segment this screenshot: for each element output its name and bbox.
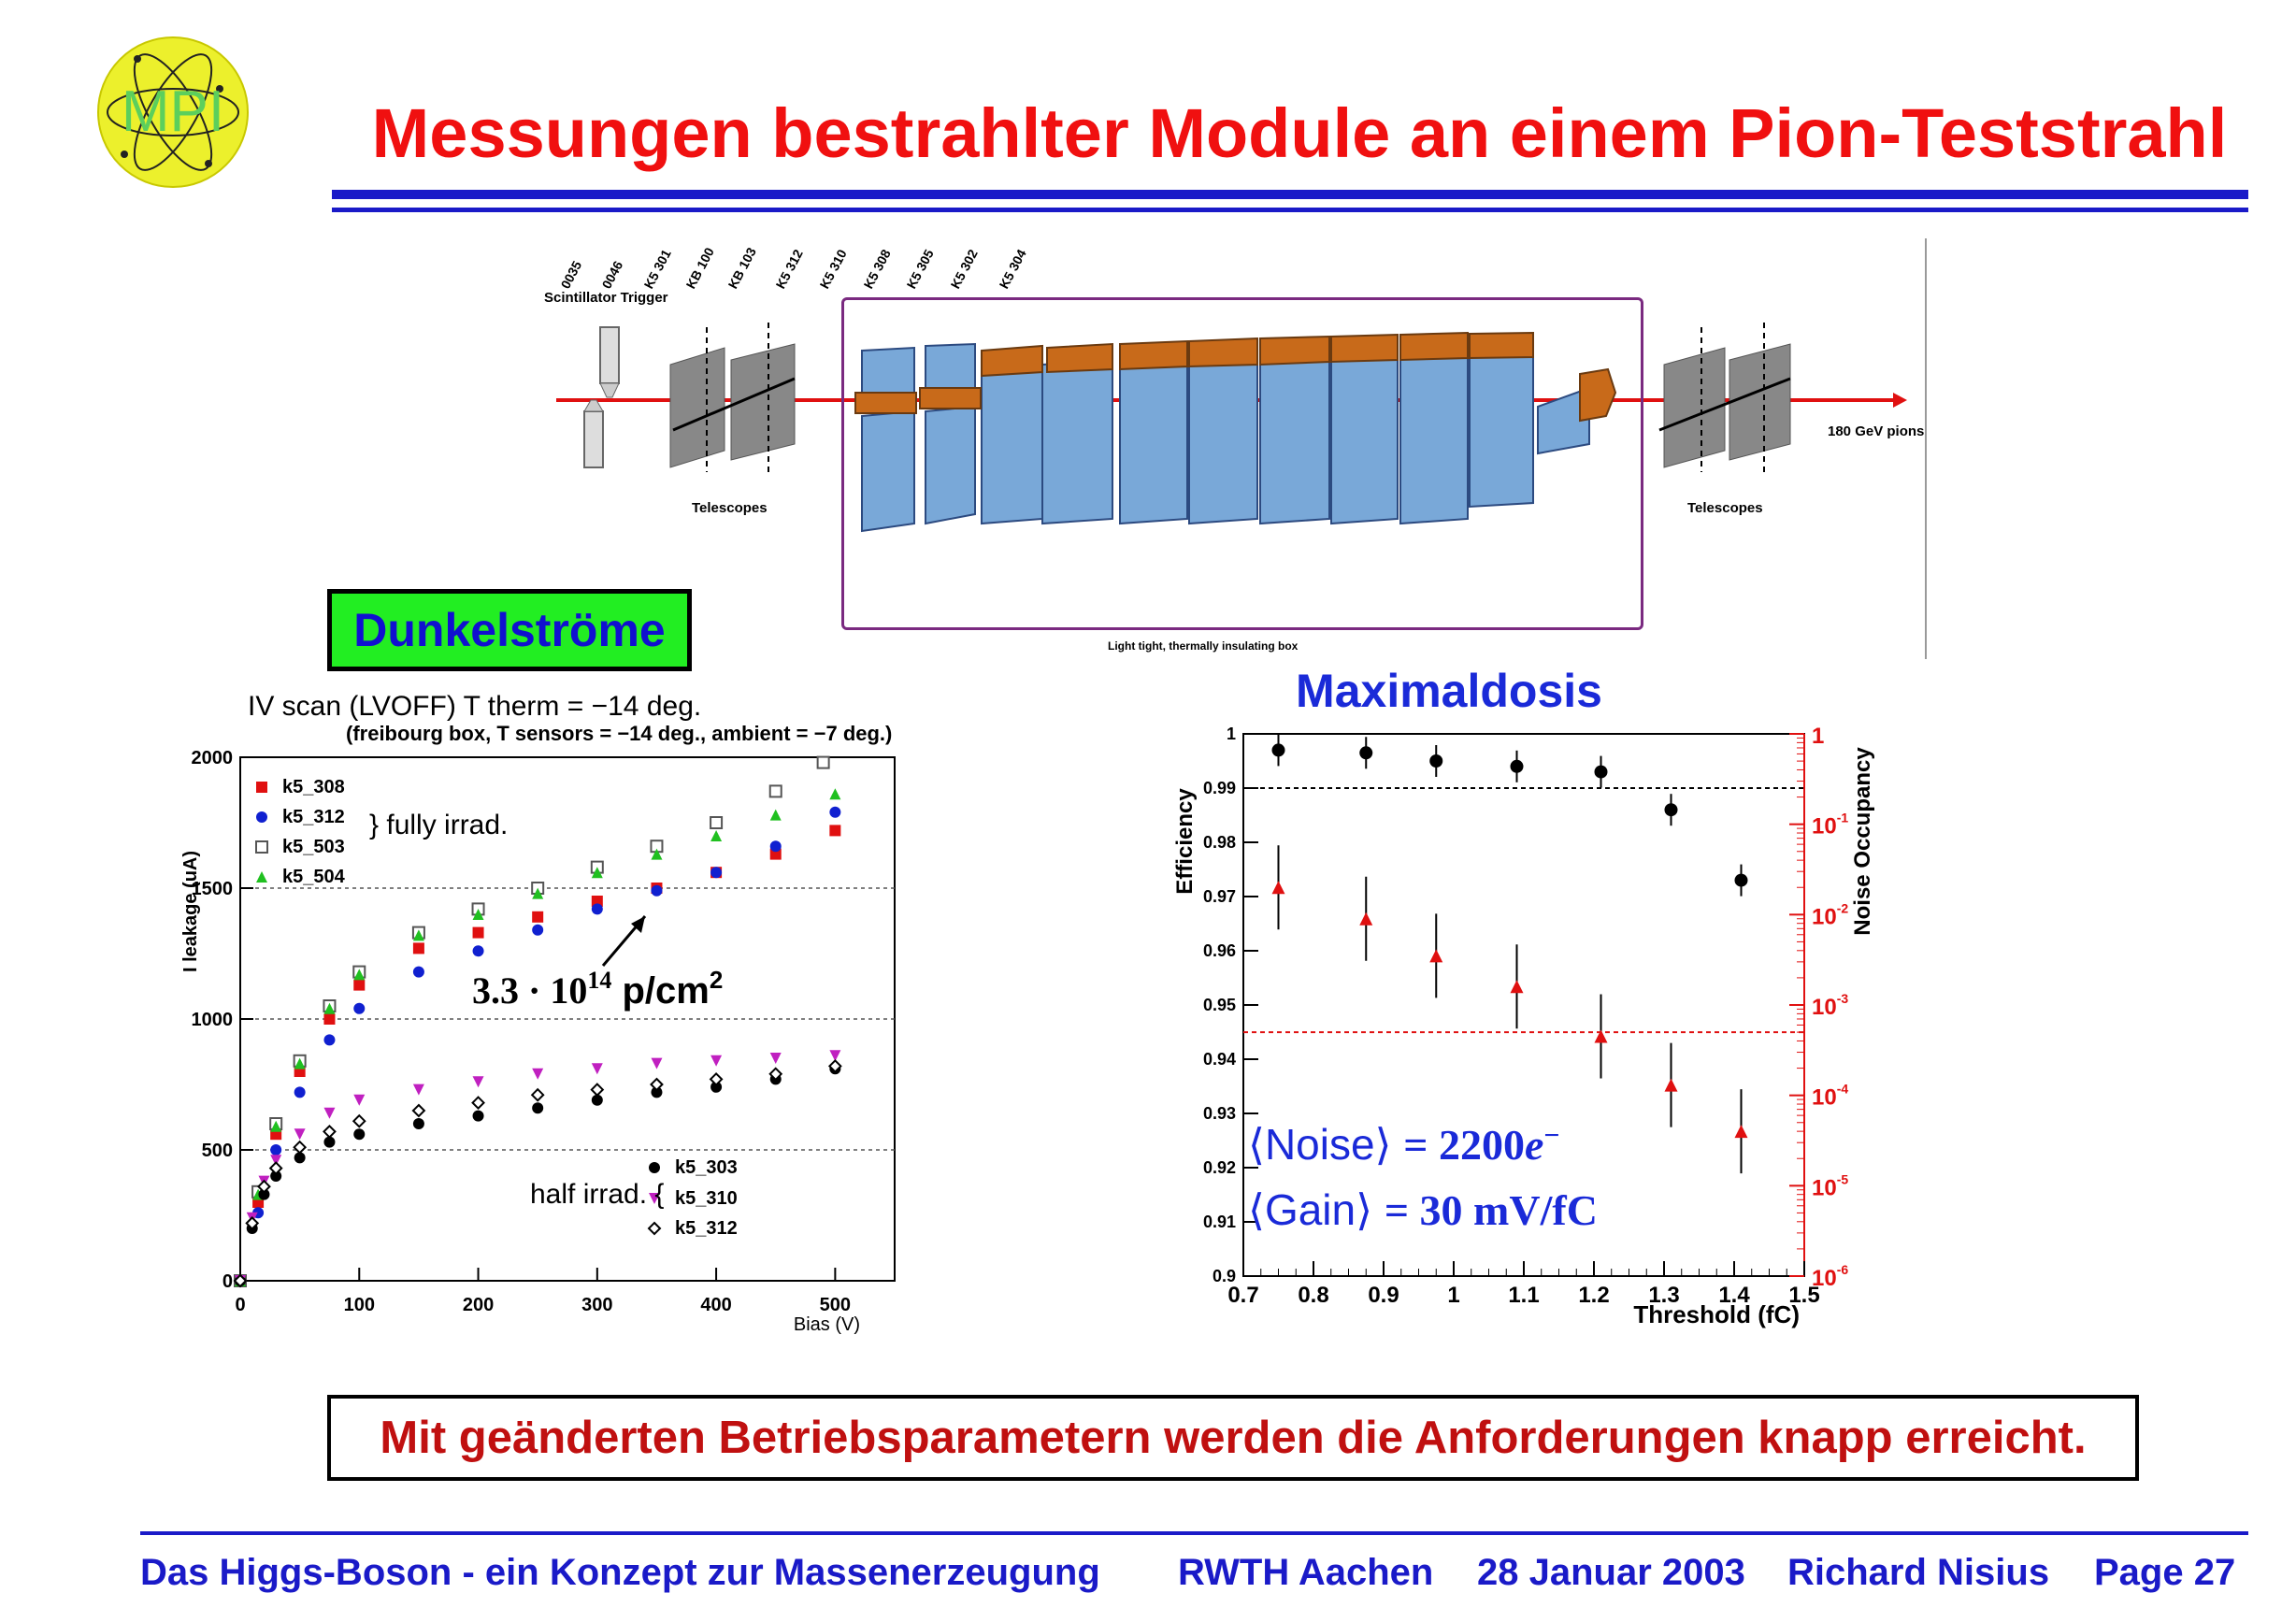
efficiency-data-point: [1665, 803, 1678, 816]
iv-data-point: [651, 885, 662, 897]
module-label: K5 310: [816, 247, 850, 292]
efficiency-tick-label: 0.9: [1212, 1267, 1236, 1285]
iv-legend-marker: [649, 1162, 660, 1173]
logo-text: MPI: [121, 79, 225, 144]
iv-data-point: [353, 1003, 365, 1014]
iv-data-point: [413, 1084, 424, 1096]
module-label: K5 305: [903, 247, 937, 292]
telescopes-right-label: Telescopes: [1687, 500, 1763, 516]
module-label: K5 301: [640, 247, 674, 292]
iv-data-point: [710, 867, 722, 878]
iv-data-point: [710, 1055, 722, 1067]
module-label: K5 304: [996, 247, 1029, 292]
iv-data-point: [532, 925, 543, 936]
threshold-scan-chart: [1159, 720, 1907, 1337]
iv-data-point: [818, 757, 829, 768]
noise-annotation: ⟨Noise⟩ = 2200e−: [1248, 1120, 1560, 1169]
footer-rule: [140, 1531, 2248, 1535]
noise-data-point: [1511, 980, 1524, 993]
efficiency-axis-label: Efficiency: [1172, 788, 1198, 895]
efficiency-data-point: [1511, 760, 1524, 773]
efficiency-tick-label: 0.91: [1202, 1213, 1236, 1231]
iv-data-point: [294, 1141, 306, 1153]
iv-data-point: [592, 903, 603, 914]
threshold-x-tick-label: 1.1: [1508, 1283, 1540, 1308]
efficiency-tick-label: 0.94: [1202, 1050, 1236, 1069]
threshold-x-tick-label: 1.2: [1578, 1283, 1610, 1308]
iv-y-tick-label: 2000: [191, 748, 233, 768]
threshold-x-tick-label: 0.8: [1298, 1283, 1329, 1308]
iv-data-point: [413, 1105, 424, 1116]
iv-legend-label: k5_503: [282, 837, 345, 857]
iv-data-point: [353, 1115, 365, 1127]
threshold-x-tick-label: 1.3: [1648, 1283, 1680, 1308]
iv-data-point: [592, 1063, 603, 1074]
iv-data-point: [770, 840, 782, 852]
iv-data-point: [473, 945, 484, 956]
noise-data-point: [1272, 881, 1285, 894]
iv-legend-marker: [256, 871, 267, 883]
footer-author: Richard Nisius: [1787, 1552, 2050, 1593]
iv-data-point: [413, 1118, 424, 1129]
iv-legend-label: k5_312: [282, 807, 345, 827]
module-label: 0046: [598, 258, 626, 292]
footer-date: 28 Januar 2003: [1477, 1552, 1745, 1593]
iv-data-point: [413, 942, 424, 954]
maximaldosis-label: Maximaldosis: [1296, 665, 1602, 717]
scintillator-label: Scintillator Trigger: [544, 290, 668, 306]
iv-data-point: [532, 1069, 543, 1080]
noise-occupancy-tick-label: $10^{-3}$: [1812, 991, 1849, 1020]
efficiency-tick-label: 0.98: [1202, 833, 1236, 852]
threshold-x-tick-label: 1.5: [1788, 1283, 1820, 1308]
iv-data-point: [413, 967, 424, 978]
iv-data-point: [473, 1111, 484, 1122]
dunkelstroeme-label: Dunkelströme: [327, 589, 692, 671]
efficiency-tick-label: 0.99: [1202, 779, 1236, 797]
iv-x-tick-label: 200: [462, 1295, 495, 1315]
telescopes-left-label: Telescopes: [692, 500, 768, 516]
iv-y-tick-label: 1500: [191, 879, 233, 899]
iv-x-tick-label: 500: [819, 1295, 852, 1315]
iv-chart-subtitle: (freibourg box, T sensors = −14 deg., ambient = −7 deg.): [346, 722, 893, 745]
efficiency-tick-label: 1: [1226, 725, 1236, 743]
noise-occupancy-tick-label: 1: [1812, 724, 1825, 749]
title-rule-thick: [332, 190, 2248, 199]
footer-talk-title: Das Higgs-Boson - ein Konzept zur Massenerzeugung: [140, 1552, 1100, 1593]
efficiency-data-point: [1595, 766, 1608, 779]
iv-x-axis-label: Bias (V): [793, 1314, 860, 1335]
module-label: K5 312: [772, 247, 806, 292]
noise-occupancy-tick-label: $10^{-1}$: [1812, 810, 1849, 840]
iv-legend-label: k5_303: [675, 1157, 738, 1178]
iv-y-tick-label: 1000: [191, 1010, 233, 1030]
efficiency-tick-label: 0.93: [1202, 1104, 1236, 1123]
iv-data-point: [323, 1013, 335, 1025]
iv-data-point: [473, 1098, 484, 1109]
noise-data-point: [1359, 912, 1372, 926]
iv-data-point: [294, 1128, 306, 1140]
iv-data-point: [473, 927, 484, 939]
iv-y-axis-label: I leakage (uA): [180, 850, 201, 973]
iv-data-point: [323, 1034, 335, 1045]
threshold-x-tick-label: 0.7: [1227, 1283, 1259, 1308]
slide-title: Messungen bestrahlter Module an einem Pion-Teststrahl: [371, 94, 2228, 172]
iv-data-point: [532, 911, 543, 923]
title-rule-thin: [332, 208, 2248, 212]
efficiency-data-point: [1359, 746, 1372, 759]
iv-legend-label: k5_308: [282, 777, 345, 797]
noise-occupancy-tick-label: $10^{-6}$: [1812, 1262, 1849, 1291]
module-label: 0035: [557, 258, 585, 292]
noise-occupancy-axis-label: Noise Occupancy: [1850, 747, 1875, 936]
iv-data-point: [353, 1128, 365, 1140]
iv-annotation-fluence: $3.3 \cdot 10^{14}$ $p/cm^2$: [472, 966, 724, 1012]
threshold-x-tick-label: 1.4: [1718, 1283, 1750, 1308]
efficiency-data-point: [1735, 874, 1748, 887]
noise-occupancy-tick-label: $10^{-5}$: [1812, 1171, 1849, 1201]
iv-chart-title: IV scan (LVOFF) T therm = −14 deg.: [248, 691, 702, 722]
iv-legend-marker: [256, 782, 267, 793]
footer-institute: RWTH Aachen: [1178, 1552, 1434, 1593]
iv-data-point: [829, 788, 840, 799]
iv-annotation-fully: } fully irrad.: [369, 810, 509, 840]
iv-data-point: [323, 1108, 335, 1119]
noise-data-point: [1735, 1125, 1748, 1138]
module-label: K5 308: [860, 247, 894, 292]
iv-y-tick-label: 500: [201, 1141, 233, 1161]
mpi-logo: [89, 33, 257, 196]
iv-data-point: [323, 1126, 335, 1137]
noise-data-point: [1665, 1079, 1678, 1092]
efficiency-tick-label: 0.97: [1202, 887, 1236, 906]
noise-occupancy-tick-label: $10^{-4}$: [1812, 1081, 1849, 1111]
noise-occupancy-tick-label: $10^{-2}$: [1812, 900, 1849, 930]
module-label: KB 100: [682, 244, 717, 292]
iv-x-tick-label: 300: [581, 1295, 613, 1315]
iv-data-point: [592, 1084, 603, 1096]
efficiency-data-point: [1429, 754, 1442, 768]
iv-data-point: [532, 1089, 543, 1100]
iv-data-point: [770, 810, 782, 821]
efficiency-tick-label: 0.92: [1202, 1158, 1236, 1177]
iv-legend-marker: [256, 841, 267, 853]
iv-data-point: [651, 1058, 662, 1069]
efficiency-tick-label: 0.96: [1202, 941, 1236, 960]
iv-data-point: [353, 980, 365, 991]
module-label: KB 103: [725, 244, 759, 292]
noise-data-point: [1429, 949, 1442, 962]
iv-y-tick-label: 0: [222, 1271, 233, 1292]
footer-page: Page 27: [2094, 1552, 2236, 1593]
iv-annotation-half: half irrad. {: [530, 1179, 665, 1210]
beam-label: 180 GeV pions: [1828, 423, 1925, 439]
gain-annotation: ⟨Gain⟩ = 30 mV/fC: [1248, 1185, 1598, 1234]
iv-data-point: [770, 785, 782, 797]
iv-data-point: [710, 830, 722, 841]
iv-x-tick-label: 0: [235, 1295, 246, 1315]
light-tight-box: [841, 297, 1643, 630]
iv-data-point: [829, 807, 840, 818]
iv-scan-chart: [168, 682, 935, 1346]
iv-data-point: [829, 825, 840, 836]
efficiency-data-point: [1272, 743, 1285, 756]
iv-legend-label: k5_504: [282, 867, 345, 887]
iv-x-tick-label: 400: [700, 1295, 732, 1315]
threshold-x-tick-label: 1: [1447, 1283, 1460, 1308]
iv-data-point: [270, 1144, 281, 1155]
iv-legend-marker: [649, 1223, 660, 1234]
threshold-x-tick-label: 0.9: [1368, 1283, 1399, 1308]
iv-data-point: [473, 1076, 484, 1087]
module-label: K5 302: [947, 247, 981, 292]
iv-data-point: [710, 817, 722, 828]
iv-data-point: [353, 1095, 365, 1106]
threshold-axis-label: Threshold (fC): [1633, 1300, 1800, 1328]
iv-legend-label: k5_310: [675, 1188, 738, 1209]
iv-data-point: [294, 1086, 306, 1098]
iv-legend-label: k5_312: [675, 1218, 738, 1239]
conclusion-box: Mit geänderten Betriebsparametern werden die Anforderungen knapp erreicht.: [327, 1395, 2139, 1481]
iv-x-tick-label: 100: [343, 1295, 375, 1315]
iv-legend-marker: [256, 811, 267, 823]
iv-data-point: [532, 1102, 543, 1113]
efficiency-tick-label: 0.95: [1202, 996, 1236, 1014]
iv-data-point: [770, 1053, 782, 1064]
box-label: Light tight, thermally insulating box: [1108, 639, 1299, 653]
